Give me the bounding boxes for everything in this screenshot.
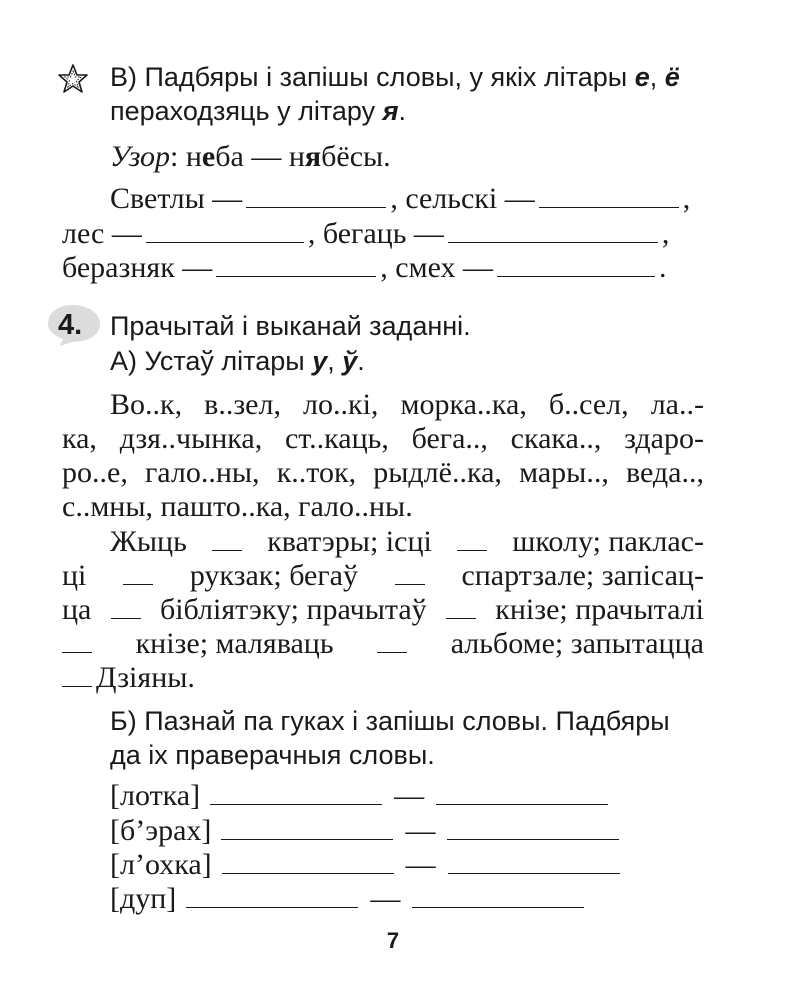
star-icon: [56, 62, 90, 96]
task-v-heading: В) Падбяры і запішы словы, у якіх літары е, ё: [110, 62, 680, 92]
answer-blank[interactable]: [448, 242, 658, 243]
part-b-heading-cont: да іх праверачныя словы.: [110, 740, 435, 770]
answer-blank[interactable]: [457, 550, 487, 551]
task-number: 4.: [58, 309, 83, 341]
example-line: Узор: неба — нябёсы.: [110, 140, 391, 173]
para2-line-4: кнізе; маляваць альбоме; запытацца: [62, 629, 704, 659]
task-v-heading-cont: пераходзяць у літару я.: [110, 96, 407, 126]
answer-blank[interactable]: [436, 804, 608, 805]
page-number: 7: [386, 928, 400, 953]
answer-blank[interactable]: [216, 276, 376, 277]
answer-blank[interactable]: [111, 618, 141, 619]
transcription-row: [л’охка] —: [110, 850, 624, 880]
fill-row-1: Светлы — , сельскі — ,: [110, 182, 691, 215]
answer-blank[interactable]: [448, 873, 620, 874]
answer-blank[interactable]: [395, 584, 425, 585]
fill-row-2: лес — , бегаць — ,: [62, 217, 670, 250]
para2-line-1: Жыць кватэры; ісці школу; паклас-: [110, 525, 704, 558]
para2-line-2: ці рукзак; бегаў спартзале; запісац-: [62, 559, 704, 592]
para2-line-5: Дзіяны.: [62, 663, 195, 693]
answer-blank[interactable]: [412, 907, 584, 908]
answer-blank[interactable]: [446, 618, 476, 619]
answer-blank[interactable]: [539, 207, 679, 208]
para-line: с..мны, пашто..ка, гало..ны.: [62, 490, 413, 523]
answer-blank[interactable]: [123, 584, 153, 585]
answer-blank[interactable]: [186, 907, 358, 908]
answer-blank[interactable]: [497, 276, 655, 277]
para-line: ро..е, гало..ны, к..ток, рыдлё..ка, мары.., веда..,: [62, 456, 704, 489]
answer-blank[interactable]: [246, 207, 386, 208]
transcription-row: [дуп] —: [110, 884, 588, 914]
para-line: Во..к, в..зел, ло..кі, морка..ка, б..сел, ла..-: [110, 388, 704, 421]
answer-blank[interactable]: [221, 839, 393, 840]
answer-blank[interactable]: [447, 839, 619, 840]
answer-blank[interactable]: [377, 652, 407, 653]
answer-blank[interactable]: [62, 652, 92, 653]
answer-blank[interactable]: [210, 804, 382, 805]
transcription-row: [лотка] —: [110, 781, 612, 811]
para-line: ка, дзя..чынка, ст..каць, бега.., скака.., здаро-: [62, 422, 704, 455]
part-a-heading: А) Устаў літары у, ў.: [110, 346, 365, 376]
answer-blank[interactable]: [146, 242, 304, 243]
part-b-heading: Б) Пазнай па гуках і запішы словы. Падбяры: [110, 706, 670, 736]
task-4-title: Прачытай і выканай заданні.: [110, 311, 471, 341]
para2-line-3: ца бібліятэку; прачытаў кнізе; прачыталі: [62, 593, 704, 626]
fill-row-3: беразняк — , смех — .: [62, 251, 667, 284]
answer-blank[interactable]: [212, 550, 242, 551]
transcription-row: [б’эрах] —: [110, 816, 623, 846]
answer-blank[interactable]: [62, 686, 92, 687]
answer-blank[interactable]: [222, 873, 394, 874]
